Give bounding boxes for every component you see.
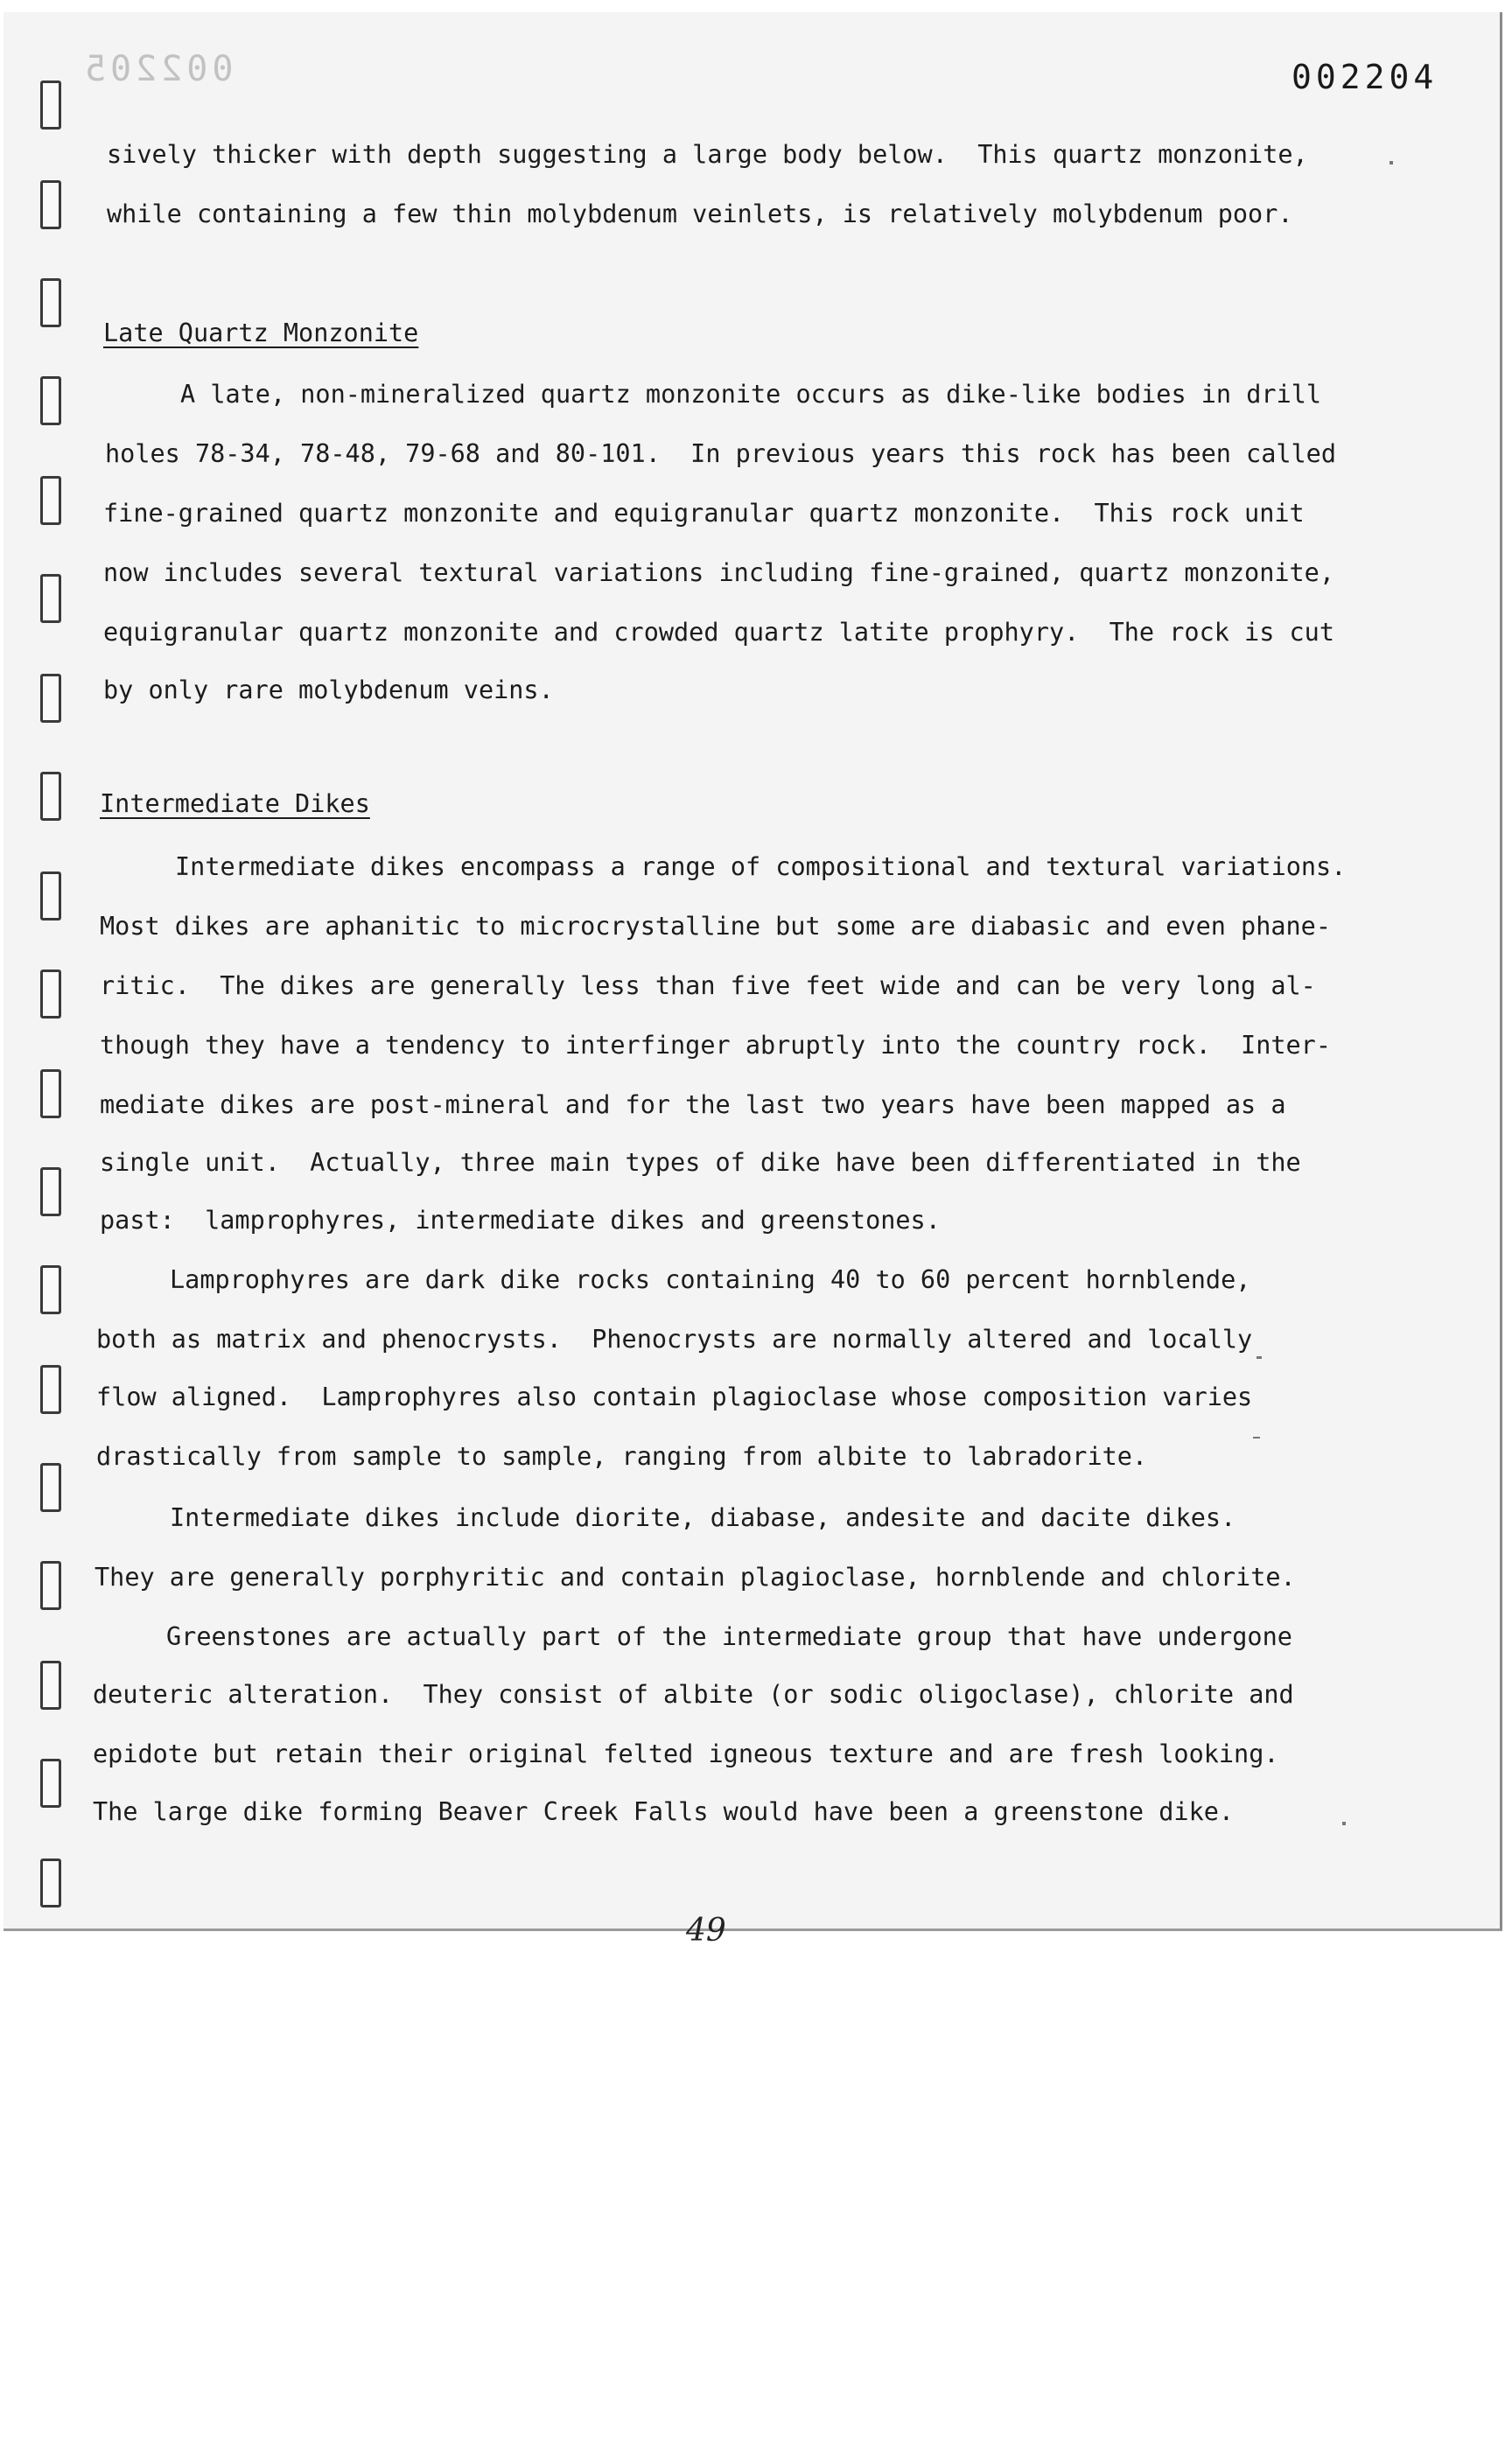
body-line: Lamprophyres are dark dike rocks containing 40 to 60 percent hornblende,: [170, 1265, 1251, 1294]
punch-hole: [40, 1759, 61, 1808]
bleed-through-document-id: 002205: [80, 49, 234, 89]
body-line: by only rare molybdenum veins.: [103, 676, 554, 704]
body-line: fine-grained quartz monzonite and equigranular quartz monzonite. This rock unit: [103, 499, 1305, 528]
section-heading-intermediate-dikes: Intermediate Dikes: [100, 789, 370, 818]
page-number: 49: [686, 1913, 726, 1949]
punch-hole: [40, 476, 61, 525]
punch-hole: [40, 1167, 61, 1216]
punch-hole: [40, 574, 61, 623]
punch-hole: [40, 1265, 61, 1314]
punch-hole: [40, 674, 61, 723]
punch-hole: [40, 278, 61, 327]
body-line: Intermediate dikes include diorite, diabase, andesite and dacite dikes.: [170, 1503, 1236, 1532]
document-page: [4, 12, 1502, 1949]
punch-hole: [40, 970, 61, 1018]
body-line: A late, non-mineralized quartz monzonite occurs as dike-like bodies in drill: [180, 380, 1322, 409]
punch-hole: [40, 1561, 61, 1610]
body-line: mediate dikes are post-mineral and for the last two years have been mapped as a: [100, 1090, 1286, 1119]
body-line: single unit. Actually, three main types of dike have been differentiated in the: [100, 1148, 1301, 1177]
body-line: equigranular quartz monzonite and crowded quartz latite prophyry. The rock is cut: [103, 618, 1334, 647]
stray-mark: [1342, 1822, 1346, 1825]
punch-hole: [40, 1463, 61, 1512]
body-line: holes 78-34, 78-48, 79-68 and 80-101. In previous years this rock has been called: [105, 439, 1336, 468]
body-line: past: lamprophyres, intermediate dikes and greenstones.: [100, 1206, 941, 1235]
punch-hole: [40, 376, 61, 425]
body-line: The large dike forming Beaver Creek Falls would have been a greenstone dike.: [93, 1797, 1235, 1826]
body-line: epidote but retain their original felted igneous texture and are fresh looking.: [93, 1740, 1279, 1768]
body-line: while containing a few thin molybdenum veinlets, is relatively molybdenum poor.: [107, 200, 1293, 228]
stray-mark: [1256, 1356, 1262, 1359]
document-id: 002204: [1292, 58, 1438, 96]
punch-hole: [40, 772, 61, 821]
body-line: They are generally porphyritic and contain plagioclase, hornblende and chlorite.: [94, 1563, 1296, 1592]
punch-hole: [40, 1069, 61, 1118]
section-heading-late-quartz-monzonite: Late Quartz Monzonite: [103, 318, 419, 347]
punch-hole: [40, 180, 61, 229]
punch-hole: [40, 1661, 61, 1710]
body-line: deuteric alteration. They consist of albite (or sodic oligoclase), chlorite and: [93, 1680, 1294, 1709]
body-line: Most dikes are aphanitic to microcrystalline but some are diabasic and even phane-: [100, 912, 1331, 941]
body-line: both as matrix and phenocrysts. Phenocrysts are normally altered and locally: [96, 1325, 1253, 1354]
body-line: ritic. The dikes are generally less than five feet wide and can be very long al-: [100, 971, 1316, 1000]
body-line: sively thicker with depth suggesting a large body below. This quartz monzonite,: [107, 140, 1308, 169]
body-line: Greenstones are actually part of the intermediate group that have undergone: [166, 1622, 1292, 1651]
punch-hole: [40, 1365, 61, 1414]
punch-hole: [40, 80, 61, 130]
punch-hole: [40, 872, 61, 920]
stray-mark: [1390, 161, 1393, 164]
stray-mark: [1253, 1437, 1260, 1438]
body-line: now includes several textural variations including fine-grained, quartz monzonite,: [103, 558, 1334, 587]
body-line: drastically from sample to sample, ranging from albite to labradorite.: [96, 1442, 1148, 1471]
punch-hole: [40, 1858, 61, 1908]
body-line: flow aligned. Lamprophyres also contain plagioclase whose composition varies: [96, 1382, 1253, 1411]
body-line: Intermediate dikes encompass a range of compositional and textural variations.: [175, 852, 1347, 881]
body-line: though they have a tendency to interfinger abruptly into the country rock. Inter-: [100, 1031, 1331, 1060]
